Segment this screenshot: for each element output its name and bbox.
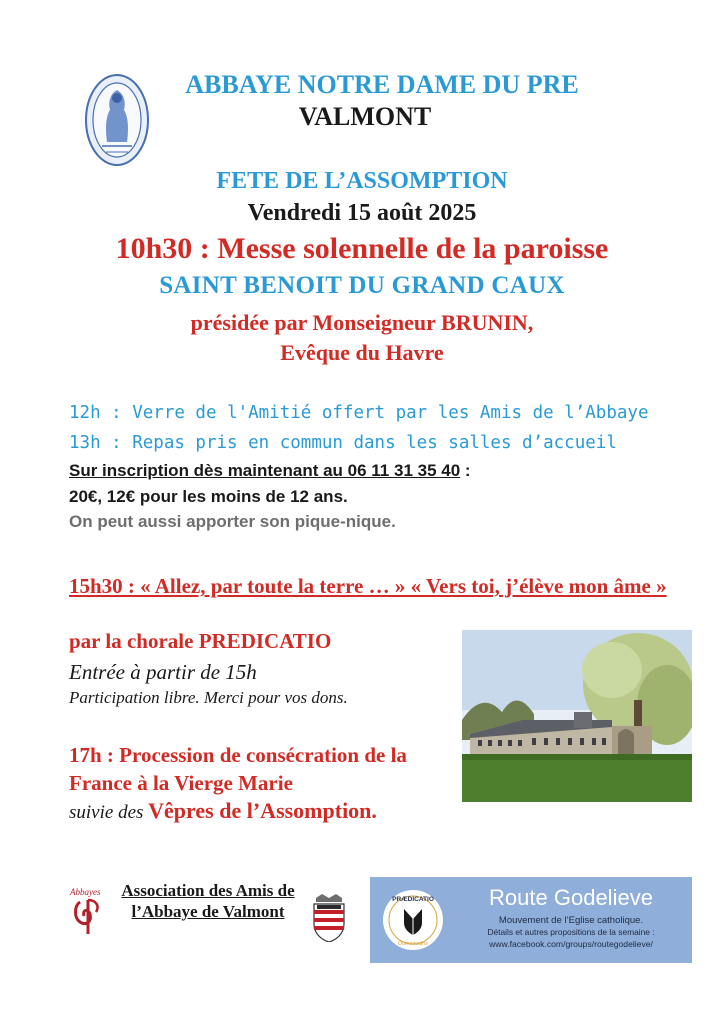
meal-prices: 20€, 12€ pour les moins de 12 ans. bbox=[69, 487, 348, 506]
predicatio-logo-bottom: Dominicains bbox=[398, 941, 428, 947]
abbayes-normandes-logo-icon bbox=[66, 884, 114, 940]
mass-time: 10h30 : Messe solennelle de la paroisse bbox=[115, 232, 609, 265]
participation-note: Participation libre. Merci pour vos dons. bbox=[69, 688, 348, 707]
route-godelieve-line1: Mouvement de l’Eglise catholique. bbox=[498, 915, 644, 926]
presided-by: présidée par Monseigneur BRUNIN, bbox=[190, 310, 534, 335]
route-godelieve-line2: Détails et autres propositions de la semaine : bbox=[487, 927, 655, 937]
bishop-title: Evêque du Havre bbox=[280, 340, 444, 365]
route-godelieve-banner[interactable] bbox=[370, 877, 692, 963]
choir-prefix: par la chorale bbox=[69, 629, 199, 653]
abbey-title: ABBAYE NOTRE DAME DU PRE bbox=[185, 70, 579, 99]
abbey-location: VALMONT bbox=[298, 102, 432, 131]
vespers-prefix: suivie des bbox=[69, 802, 149, 823]
route-godelieve-url[interactable]: www.facebook.com/groups/routegodelieve/ bbox=[489, 939, 653, 949]
abbayes-logo-text: Abbayes bbox=[70, 887, 101, 897]
schedule-12h: 12h : Verre de l'Amitié offert par les Amis de l’Abbaye bbox=[69, 403, 649, 423]
inscription-line bbox=[69, 461, 471, 481]
event-date: Vendredi 15 août 2025 bbox=[247, 200, 477, 226]
abbey-photo bbox=[462, 630, 692, 802]
schedule-13h: 13h : Repas pris en commun dans les salles d’accueil bbox=[69, 433, 617, 453]
vespers-line bbox=[69, 798, 377, 824]
procession-title: 17h : Procession de consécration de la France à la Vierge Marie bbox=[69, 743, 407, 795]
entry-time: Entrée à partir de 15h bbox=[69, 660, 257, 684]
concert-title: 15h30 : « Allez, par toute la terre … » « Vers toi, j’élève mon âme » bbox=[69, 574, 667, 598]
feast-title: FETE DE L’ASSOMPTION bbox=[216, 168, 508, 194]
picnic-note: On peut aussi apporter son pique-nique. bbox=[69, 512, 396, 531]
route-godelieve-title: Route Godelieve bbox=[489, 885, 653, 910]
choir-name: PREDICATIO bbox=[198, 629, 332, 653]
choir-line bbox=[69, 629, 331, 654]
inscription-suffix: : bbox=[460, 461, 471, 480]
predicatio-logo-icon bbox=[382, 889, 444, 951]
valmont-coat-of-arms-icon bbox=[310, 894, 348, 942]
parish-name: SAINT BENOIT DU GRAND CAUX bbox=[159, 272, 565, 299]
predicatio-logo-top: PRÆDICATIO bbox=[392, 896, 434, 903]
abbey-seal-icon bbox=[84, 72, 150, 168]
vespers-title: Vêpres de l’Assomption. bbox=[148, 798, 377, 823]
association-name: Association des Amis de l’Abbaye de Valmont bbox=[121, 881, 295, 921]
inscription-phone-link[interactable]: Sur inscription dès maintenant au 06 11 31 35 40 bbox=[69, 461, 461, 480]
